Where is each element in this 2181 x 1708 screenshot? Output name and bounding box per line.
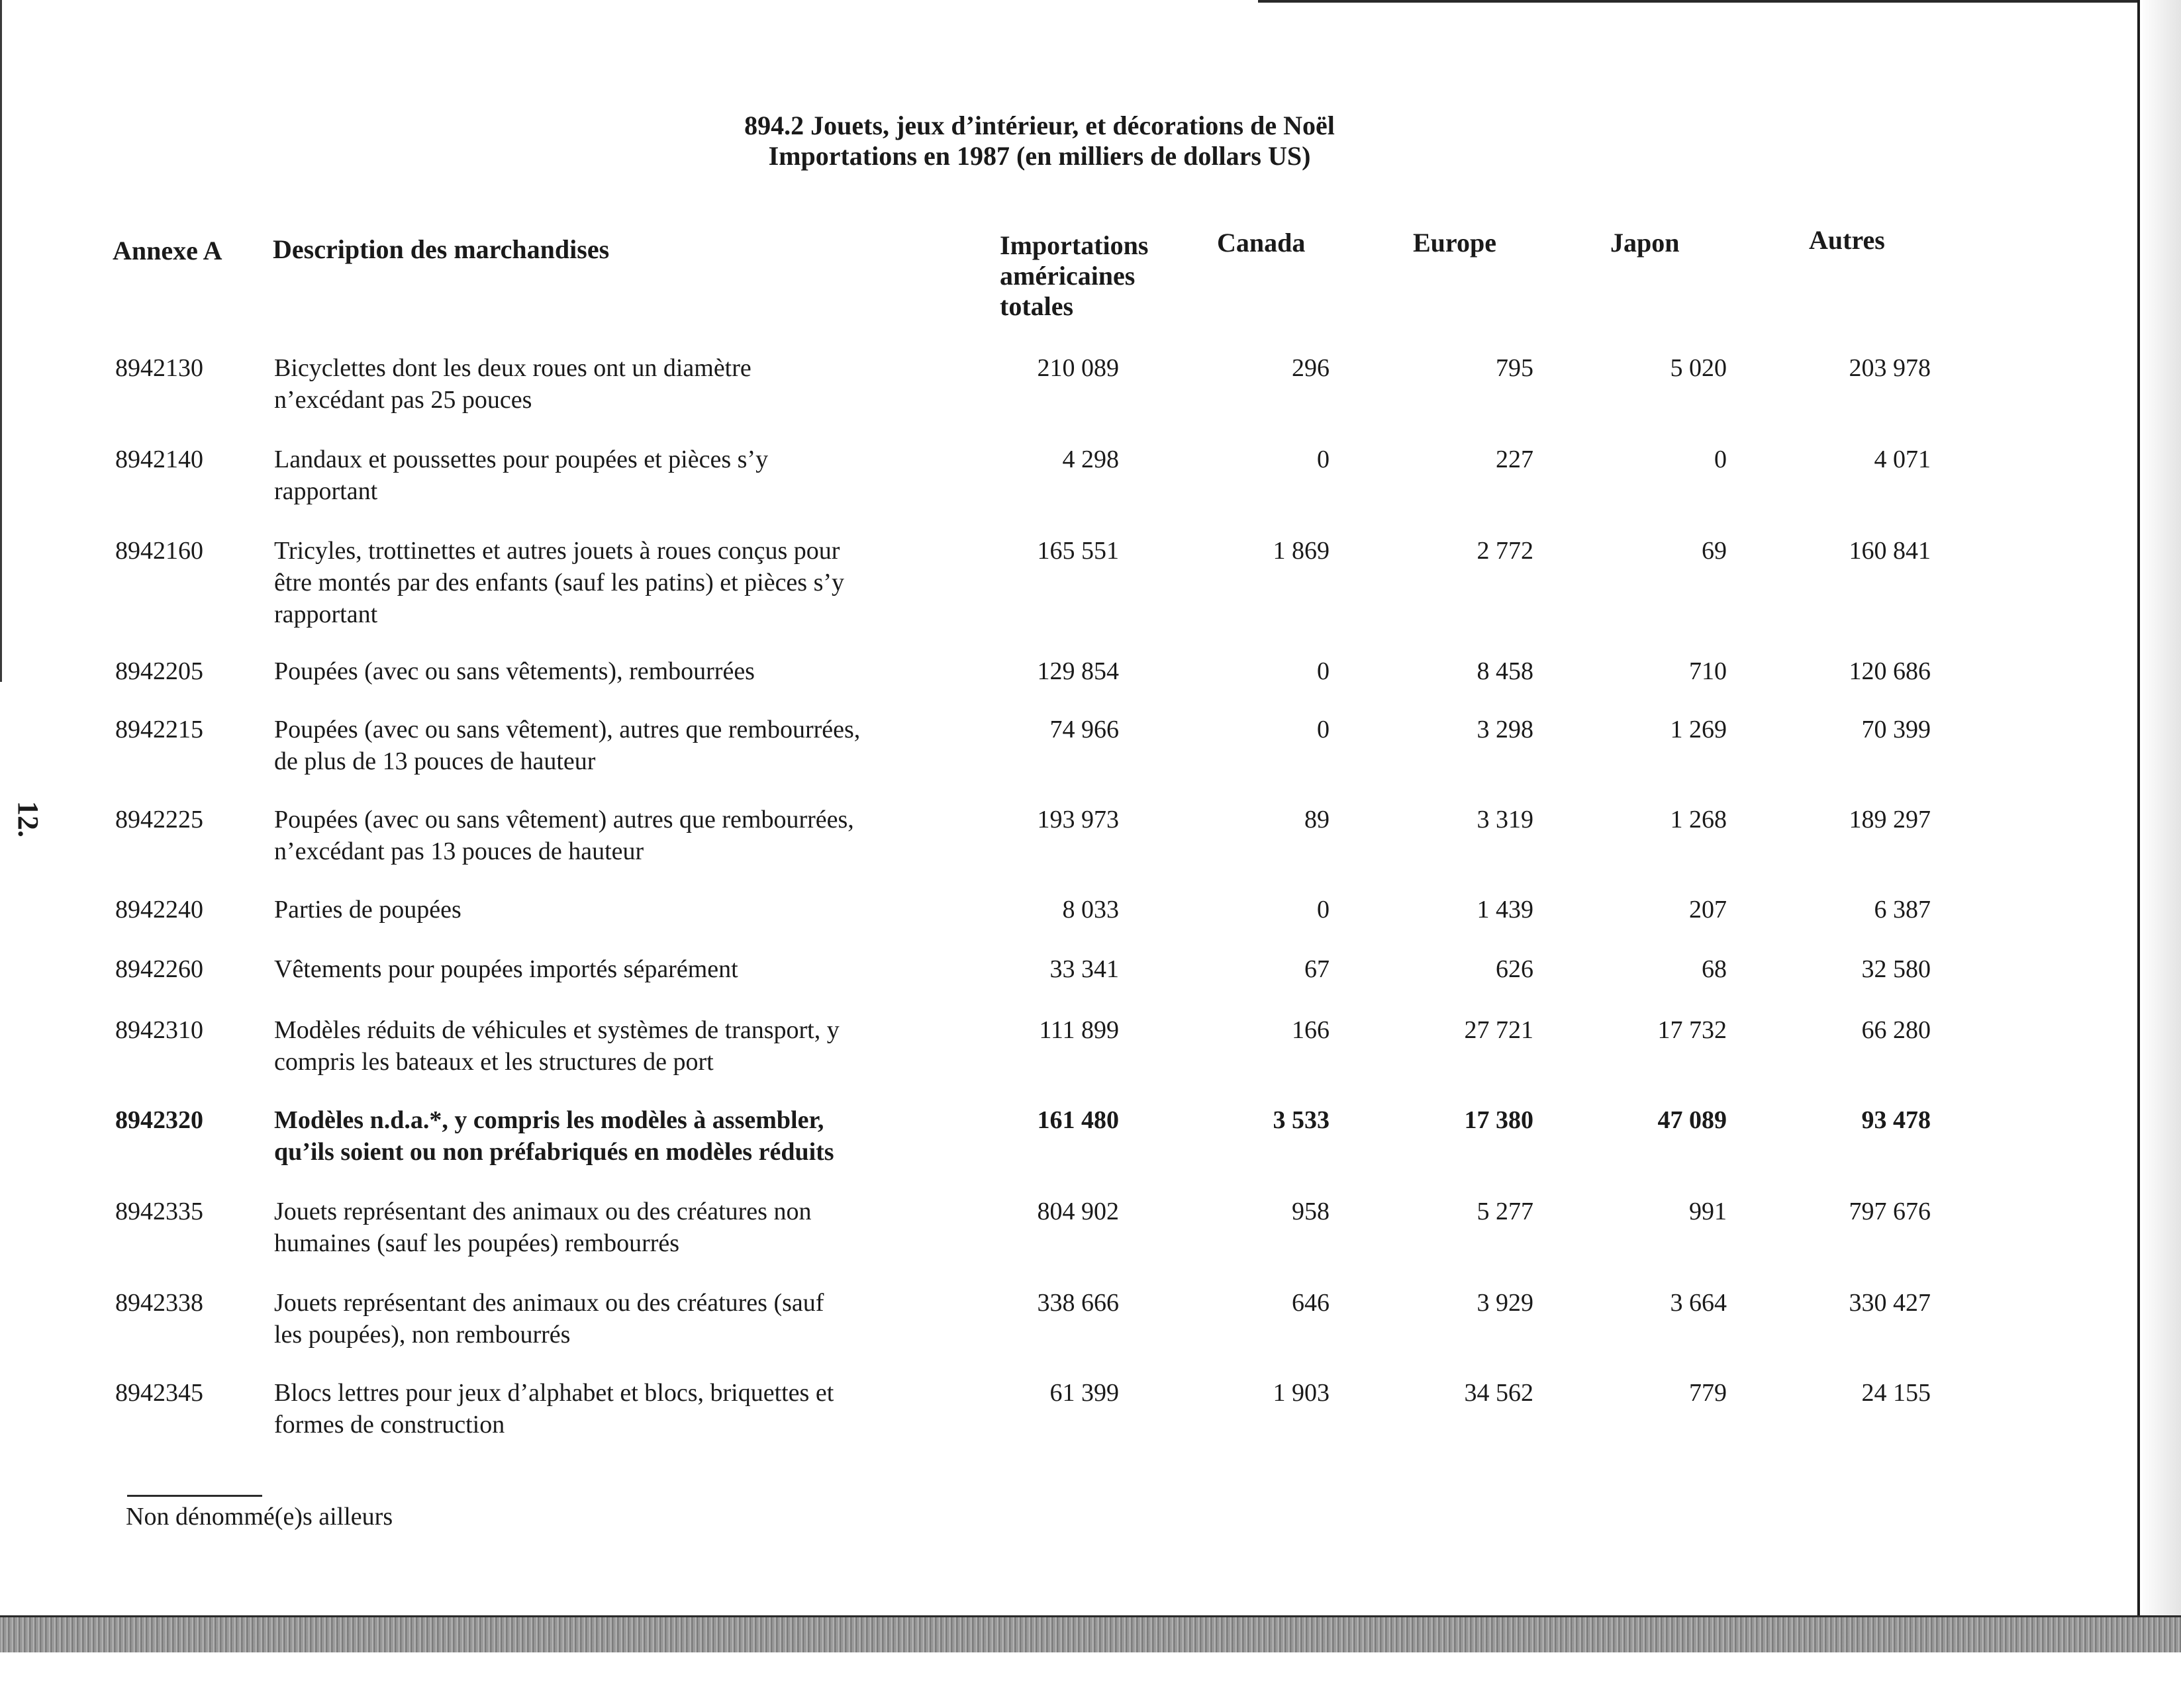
europe-cell: 3 319	[1477, 806, 1533, 833]
description-cell: Modèles réduits de véhicules et systèmes de transport, y compris les bateaux et les structures de port	[274, 1016, 840, 1076]
description-cell: Parties de poupées	[274, 896, 461, 924]
total-cell: 161 480	[1037, 1106, 1119, 1134]
canada-cell: 0	[1317, 446, 1330, 473]
other-cell: 24 155	[1861, 1379, 1931, 1407]
other-cell: 32 580	[1861, 955, 1931, 983]
other-cell: 120 686	[1849, 657, 1931, 685]
page-title: 894.2 Jouets, jeux d’intérieur, et décorations de Noël	[744, 111, 1335, 140]
canada-cell: 89	[1304, 806, 1330, 833]
page-edge	[0, 0, 2, 682]
description-cell: Vêtements pour poupées importés séparément	[274, 955, 738, 983]
page-number: 12.	[12, 801, 44, 837]
canada-cell: 67	[1304, 955, 1330, 983]
europe-cell: 8 458	[1477, 657, 1533, 685]
europe-cell: 3 929	[1477, 1289, 1533, 1317]
annex-code: 8942310	[115, 1016, 203, 1044]
japan-cell: 710	[1689, 657, 1727, 685]
japan-cell: 69	[1702, 537, 1727, 565]
column-header-europe: Europe	[1413, 228, 1496, 258]
description-cell: Tricyles, trottinettes et autres jouets à roues conçus pour être montés par des enfants (sauf les patins) et pièces s’y rapportant	[274, 537, 845, 628]
description-cell: Jouets représentant des animaux ou des créatures non humaines (sauf les poupées) rembourrés	[274, 1198, 812, 1257]
annex-code: 8942205	[115, 657, 203, 685]
europe-cell: 2 772	[1477, 537, 1533, 565]
canada-cell: 1 903	[1273, 1379, 1330, 1407]
total-cell: 165 551	[1037, 537, 1119, 565]
europe-cell: 17 380	[1464, 1106, 1533, 1134]
total-cell: 338 666	[1037, 1289, 1119, 1317]
japan-cell: 1 269	[1670, 716, 1727, 743]
total-cell: 8 033	[1062, 896, 1119, 924]
other-cell: 203 978	[1849, 354, 1931, 382]
canada-cell: 0	[1317, 896, 1330, 924]
description-cell: Jouets représentant des animaux ou des créatures (sauf les poupées), non rembourrés	[274, 1289, 824, 1349]
other-cell: 70 399	[1861, 716, 1931, 743]
annex-code: 8942260	[115, 955, 203, 983]
europe-cell: 5 277	[1477, 1198, 1533, 1225]
japan-cell: 1 268	[1670, 806, 1727, 833]
japan-cell: 3 664	[1670, 1289, 1727, 1317]
other-cell: 4 071	[1874, 446, 1931, 473]
column-header-description: Description des marchandises	[273, 234, 610, 264]
total-cell: 33 341	[1049, 955, 1119, 983]
total-cell: 193 973	[1037, 806, 1119, 833]
other-cell: 797 676	[1849, 1198, 1931, 1225]
total-cell: 4 298	[1062, 446, 1119, 473]
annex-code: 8942130	[115, 354, 203, 382]
europe-cell: 626	[1496, 955, 1533, 983]
japan-cell: 47 089	[1657, 1106, 1727, 1134]
europe-cell: 1 439	[1477, 896, 1533, 924]
column-header-total: Importations américaines totales	[1000, 230, 1149, 321]
total-cell: 804 902	[1037, 1198, 1119, 1225]
canada-cell: 3 533	[1273, 1106, 1330, 1134]
europe-cell: 795	[1496, 354, 1533, 382]
description-cell: Poupées (avec ou sans vêtement), autres que rembourrées, de plus de 13 pouces de hauteur	[274, 716, 861, 775]
footnote-divider	[127, 1495, 262, 1497]
column-header-japan: Japon	[1610, 228, 1680, 258]
japan-cell: 991	[1689, 1198, 1727, 1225]
annex-code: 8942338	[115, 1289, 203, 1317]
description-cell: Poupées (avec ou sans vêtement) autres que rembourrées, n’excédant pas 13 pouces de hauteur	[274, 806, 854, 865]
japan-cell: 5 020	[1670, 354, 1727, 382]
total-cell: 210 089	[1037, 354, 1119, 382]
scan-margin	[0, 1652, 2181, 1708]
japan-cell: 17 732	[1657, 1016, 1727, 1044]
japan-cell: 68	[1702, 955, 1727, 983]
column-header-annex: Annexe A	[113, 236, 222, 265]
annex-code: 8942335	[115, 1198, 203, 1225]
annex-code: 8942140	[115, 446, 203, 473]
other-cell: 6 387	[1874, 896, 1931, 924]
total-cell: 129 854	[1037, 657, 1119, 685]
page-subtitle: Importations en 1987 (en milliers de dollars US)	[768, 141, 1311, 171]
europe-cell: 227	[1496, 446, 1533, 473]
japan-cell: 207	[1689, 896, 1727, 924]
page-edge	[2137, 0, 2181, 1615]
japan-cell: 779	[1689, 1379, 1727, 1407]
annex-code: 8942225	[115, 806, 203, 833]
canada-cell: 296	[1292, 354, 1330, 382]
description-cell: Bicyclettes dont les deux roues ont un diamètre n’excédant pas 25 pouces	[274, 354, 751, 414]
other-cell: 93 478	[1861, 1106, 1931, 1134]
annex-code: 8942320	[115, 1106, 203, 1134]
other-cell: 330 427	[1849, 1289, 1931, 1317]
europe-cell: 27 721	[1464, 1016, 1533, 1044]
europe-cell: 3 298	[1477, 716, 1533, 743]
total-cell: 61 399	[1049, 1379, 1119, 1407]
canada-cell: 166	[1292, 1016, 1330, 1044]
page-edge	[1258, 0, 2181, 3]
annex-code: 8942345	[115, 1379, 203, 1407]
japan-cell: 0	[1714, 446, 1727, 473]
canada-cell: 646	[1292, 1289, 1330, 1317]
description-cell: Poupées (avec ou sans vêtements), rembourrées	[274, 657, 755, 685]
other-cell: 160 841	[1849, 537, 1931, 565]
total-cell: 111 899	[1039, 1016, 1119, 1044]
canada-cell: 0	[1317, 716, 1330, 743]
other-cell: 189 297	[1849, 806, 1931, 833]
column-header-other: Autres	[1809, 225, 1885, 255]
total-cell: 74 966	[1049, 716, 1119, 743]
annex-code: 8942240	[115, 896, 203, 924]
europe-cell: 34 562	[1464, 1379, 1533, 1407]
canada-cell: 0	[1317, 657, 1330, 685]
column-header-canada: Canada	[1217, 228, 1306, 258]
other-cell: 66 280	[1861, 1016, 1931, 1044]
annex-code: 8942160	[115, 537, 203, 565]
annex-code: 8942215	[115, 716, 203, 743]
canada-cell: 958	[1292, 1198, 1330, 1225]
description-cell: Modèles n.d.a.*, y compris les modèles à assembler, qu’ils soient ou non préfabriqués en modèles réduits	[274, 1106, 834, 1166]
footnote: Non dénommé(e)s ailleurs	[126, 1503, 393, 1531]
description-cell: Landaux et poussettes pour poupées et pièces s’y rapportant	[274, 446, 769, 505]
canada-cell: 1 869	[1273, 537, 1330, 565]
description-cell: Blocs lettres pour jeux d’alphabet et blocs, briquettes et formes de construction	[274, 1379, 834, 1439]
scan-artifact-strip	[0, 1615, 2181, 1654]
